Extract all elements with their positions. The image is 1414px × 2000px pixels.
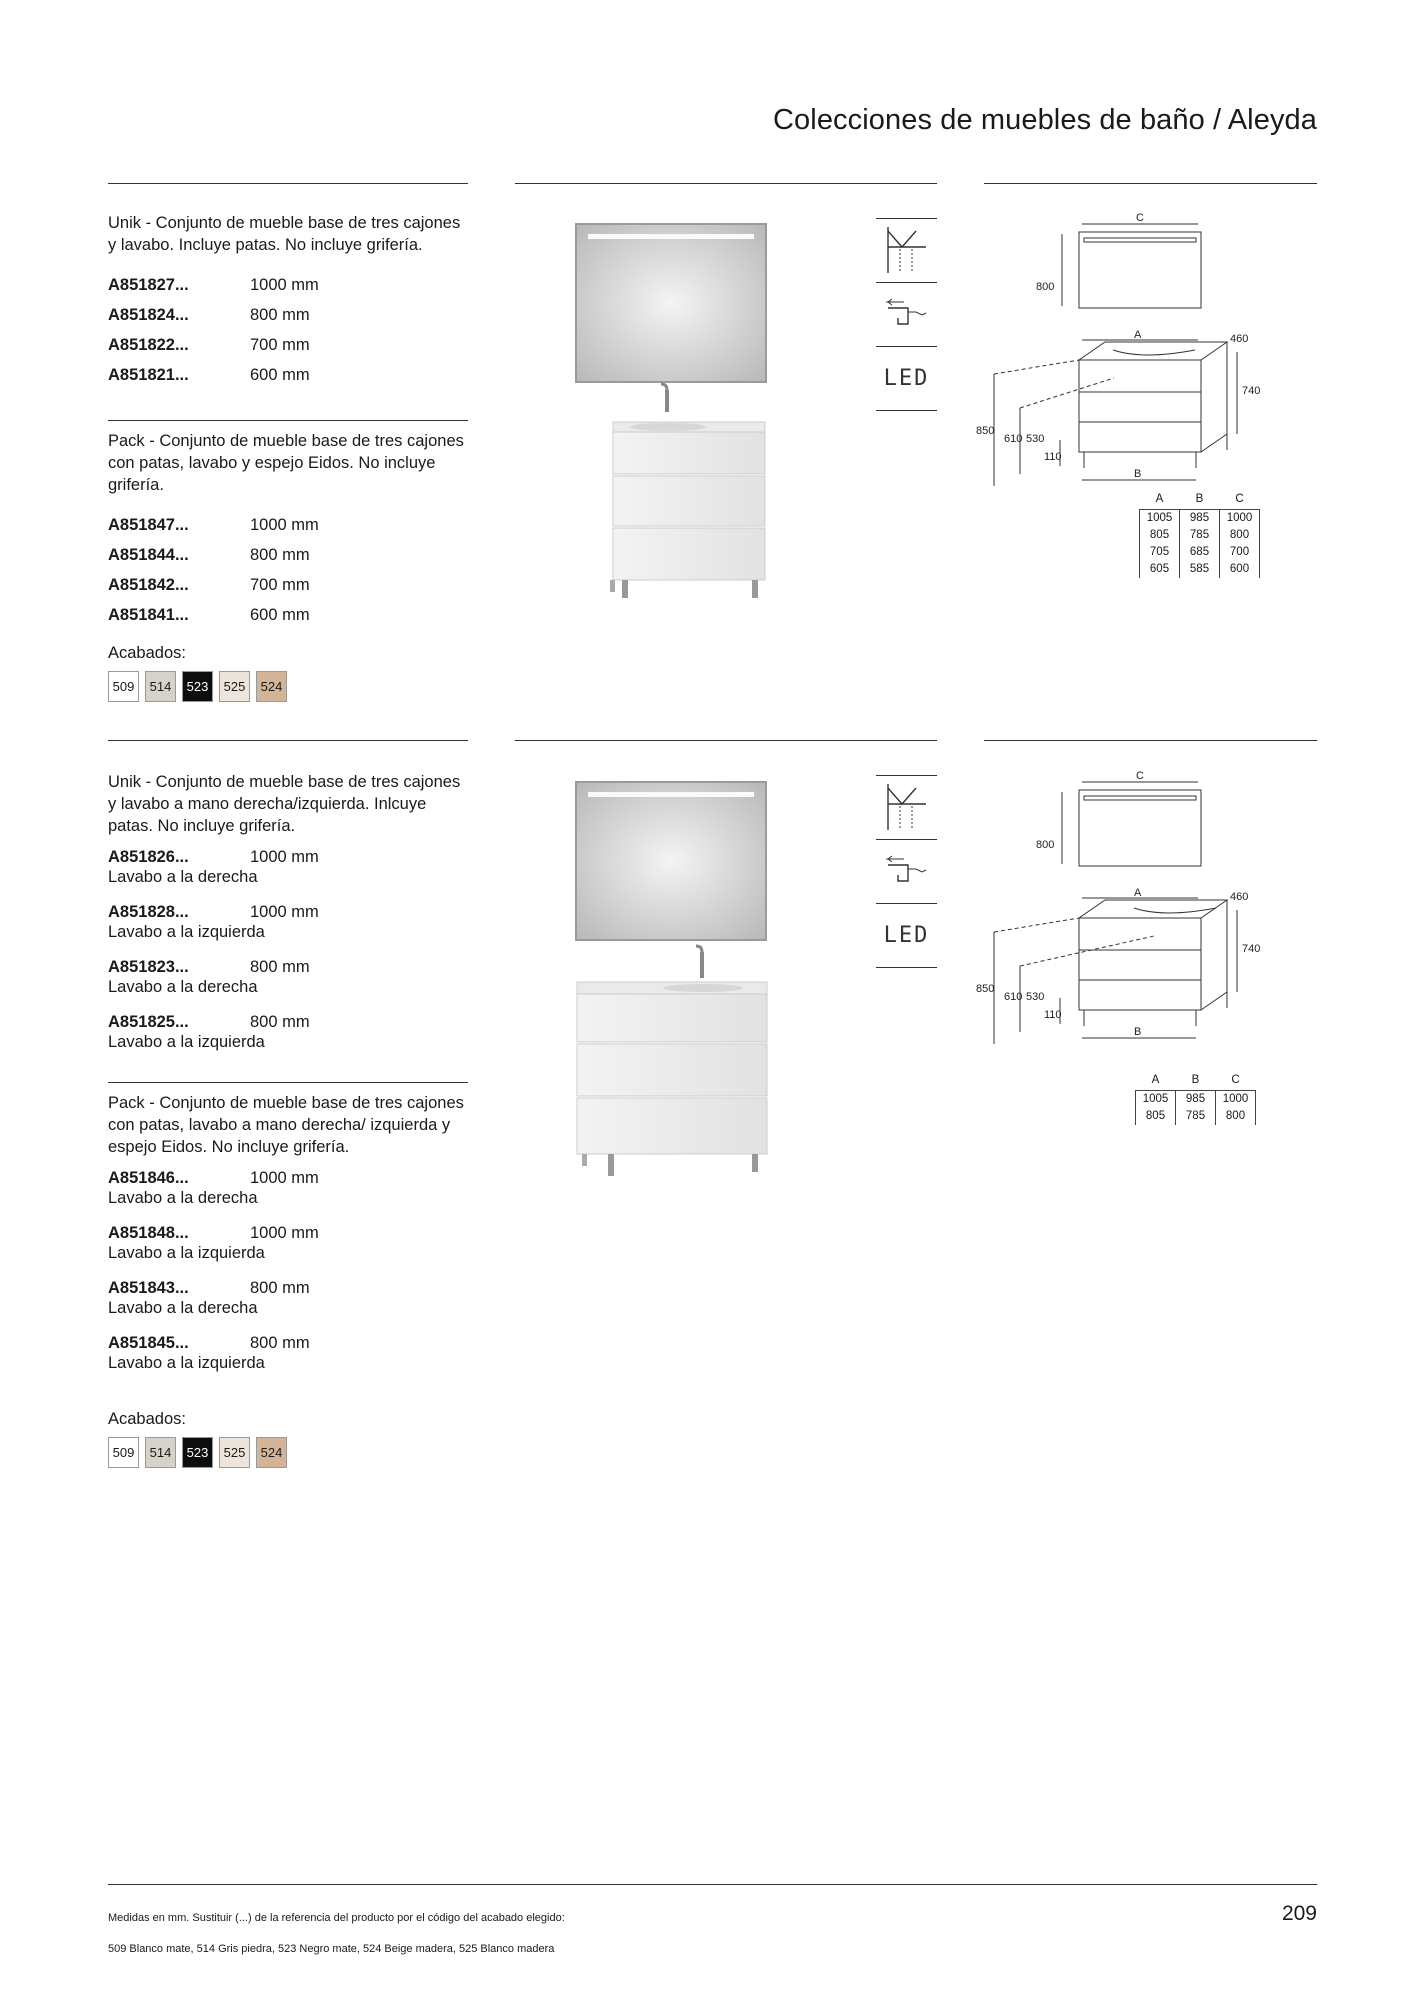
product-description: Unik - Conjunto de mueble base de tres cajones y lavabo a mano derecha/izquierda. Inlcuye patas. No incluye grifería. <box>108 773 461 835</box>
dimension-cell: 800 <box>1216 1108 1256 1125</box>
faucet <box>665 390 669 412</box>
dimension-cell: 805 <box>1140 527 1180 544</box>
reference-size: 1000 mm <box>250 1224 319 1242</box>
reference-size: 800 mm <box>250 958 310 976</box>
drawer-icon <box>876 283 937 347</box>
dimension-cell: 1000 <box>1220 510 1260 528</box>
finish-swatch: 523 <box>182 1437 213 1468</box>
reference-size: 800 mm <box>250 1013 310 1031</box>
drawer <box>577 994 767 1042</box>
reference-size: 700 mm <box>250 336 310 354</box>
finish-swatches <box>108 1437 468 1468</box>
led-icon <box>876 347 937 411</box>
finish-swatch: 509 <box>108 1437 139 1468</box>
reference-note: Lavabo a la izquierda <box>108 1244 265 1262</box>
reference-list <box>108 270 468 390</box>
reference-code: A851826... <box>108 848 189 866</box>
drawer <box>613 432 765 474</box>
dimension-table <box>1135 1074 1256 1125</box>
reference-size: 1000 mm <box>250 903 319 921</box>
product-description: Unik - Conjunto de mueble base de tres cajones y lavabo. Incluye patas. No incluye grifería. <box>108 214 461 254</box>
drawer <box>577 1044 767 1096</box>
reference-code: A851846... <box>108 1169 189 1187</box>
divider <box>108 740 468 741</box>
divider <box>108 1082 468 1083</box>
reference-size: 600 mm <box>250 606 310 624</box>
dimension-cell: 585 <box>1180 561 1220 578</box>
drawer <box>577 1098 767 1154</box>
reference-note: Lavabo a la izquierda <box>108 1033 265 1051</box>
reference-note: Lavabo a la derecha <box>108 868 258 886</box>
reference-note: Lavabo a la derecha <box>108 978 258 996</box>
dimension-header: B <box>1191 1074 1200 1086</box>
led-text: LED <box>883 366 930 391</box>
reference-row <box>108 1168 468 1208</box>
dim-label: 530 <box>1026 433 1045 445</box>
mirror <box>576 224 766 382</box>
finish-swatch: 524 <box>256 1437 287 1468</box>
section2-pack <box>108 1092 468 1388</box>
reference-code: A851847... <box>108 516 189 534</box>
reference-size: 1000 mm <box>250 516 319 534</box>
feature-icons <box>876 218 937 411</box>
drawer <box>613 476 765 526</box>
reference-code: A851827... <box>108 276 189 294</box>
led-icon <box>876 904 937 968</box>
wall-mount-icon <box>876 219 937 283</box>
product-description: Pack - Conjunto de mueble base de tres cajones con patas, lavabo a mano derecha/ izquierda y espejo Eidos. No incluye grifería. <box>108 1094 464 1156</box>
dimension-cell: 605 <box>1140 561 1180 578</box>
dimension-cell: 1005 <box>1136 1091 1176 1109</box>
dim-label: B <box>1134 1026 1142 1038</box>
reference-row <box>108 270 468 300</box>
reference-row <box>108 902 468 942</box>
reference-code: A851843... <box>108 1279 189 1297</box>
reference-size: 1000 mm <box>250 848 319 866</box>
dimension-row <box>1140 561 1260 578</box>
wall-mount-icon <box>876 776 937 840</box>
dim-label: 850 <box>976 983 995 995</box>
dim-label: 460 <box>1230 333 1249 345</box>
reference-size: 800 mm <box>250 1279 310 1297</box>
section1-unik <box>108 212 468 390</box>
divider <box>108 183 468 184</box>
dimension-header: A <box>1151 1074 1160 1086</box>
dimension-cell: 785 <box>1180 527 1220 544</box>
dim-label: 460 <box>1230 891 1249 903</box>
dimension-cell: 1000 <box>1216 1091 1256 1109</box>
dimension-row <box>1140 510 1260 528</box>
led-text: LED <box>883 923 930 948</box>
footer-divider <box>108 1884 1317 1885</box>
reference-row <box>108 330 468 360</box>
dimension-cell: 805 <box>1136 1108 1176 1125</box>
dimension-cell: 800 <box>1220 527 1260 544</box>
reference-note: Lavabo a la derecha <box>108 1299 258 1317</box>
dim-label: 850 <box>976 425 995 437</box>
drawer-icon <box>876 840 937 904</box>
dim-label: 610 <box>1004 991 1023 1003</box>
dimension-diagram <box>974 212 1314 492</box>
divider <box>984 183 1317 184</box>
dimension-row <box>1140 544 1260 561</box>
finish-swatch: 509 <box>108 671 139 702</box>
footer-note-line: Medidas en mm. Sustituir (...) de la referencia del producto por el código del acabado elegido: <box>108 1912 565 1924</box>
dim-label: 740 <box>1242 943 1261 955</box>
dimension-header: C <box>1235 493 1244 505</box>
product-photo <box>568 222 798 602</box>
dimension-table <box>1139 493 1260 578</box>
mirror-led-strip <box>588 792 754 797</box>
dimension-header: B <box>1195 493 1204 505</box>
finishes-label: Acabados: <box>108 644 186 662</box>
dim-label: 800 <box>1036 839 1055 851</box>
mirror-led-strip <box>588 234 754 239</box>
dimension-cell: 685 <box>1180 544 1220 561</box>
dimension-cell: 700 <box>1220 544 1260 561</box>
dim-label: C <box>1136 770 1144 782</box>
reference-row <box>108 1278 468 1318</box>
dim-label: B <box>1134 468 1142 480</box>
reference-row <box>108 1223 468 1263</box>
dimension-header: A <box>1155 493 1164 505</box>
reference-note: Lavabo a la izquierda <box>108 923 265 941</box>
reference-code: A851821... <box>108 366 189 384</box>
reference-note: Lavabo a la izquierda <box>108 1354 265 1372</box>
dimension-row <box>1140 527 1260 544</box>
reference-row <box>108 300 468 330</box>
reference-code: A851848... <box>108 1224 189 1242</box>
reference-size: 1000 mm <box>250 276 319 294</box>
reference-size: 1000 mm <box>250 1169 319 1187</box>
finish-swatch: 524 <box>256 671 287 702</box>
reference-row <box>108 1333 468 1373</box>
dim-label: A <box>1134 887 1142 899</box>
reference-code: A851841... <box>108 606 189 624</box>
product-photo <box>568 780 798 1180</box>
dimension-row <box>1136 1091 1256 1109</box>
reference-row <box>108 540 468 570</box>
reference-code: A851844... <box>108 546 189 564</box>
finish-swatch: 514 <box>145 1437 176 1468</box>
finish-swatch: 525 <box>219 671 250 702</box>
reference-size: 600 mm <box>250 366 310 384</box>
dim-label: A <box>1134 329 1142 341</box>
reference-code: A851828... <box>108 903 189 921</box>
footer-note <box>108 1903 565 1965</box>
reference-list <box>108 847 468 1052</box>
dimension-cell: 985 <box>1176 1091 1216 1109</box>
reference-size: 800 mm <box>250 546 310 564</box>
reference-list <box>108 510 468 630</box>
dimension-cell: 600 <box>1220 561 1260 578</box>
faucet <box>700 952 704 978</box>
reference-note: Lavabo a la derecha <box>108 1189 258 1207</box>
feature-icons <box>876 775 937 968</box>
reference-size: 800 mm <box>250 1334 310 1352</box>
reference-list <box>108 1168 468 1373</box>
finish-swatch: 523 <box>182 671 213 702</box>
reference-size: 700 mm <box>250 576 310 594</box>
footer-note-line: 509 Blanco mate, 514 Gris piedra, 523 Negro mate, 524 Beige madera, 525 Blanco madera <box>108 1943 555 1955</box>
reference-code: A851845... <box>108 1334 189 1352</box>
reference-code: A851824... <box>108 306 189 324</box>
dim-label: 110 <box>1044 1009 1062 1021</box>
reference-code: A851825... <box>108 1013 189 1031</box>
reference-code: A851842... <box>108 576 189 594</box>
dim-label: 530 <box>1026 991 1045 1003</box>
page-title: Colecciones de muebles de baño / Aleyda <box>773 104 1317 136</box>
page-number: 209 <box>1281 1902 1317 1925</box>
dimension-header: C <box>1231 1074 1240 1086</box>
divider <box>515 740 937 741</box>
finishes-label: Acabados: <box>108 1410 186 1428</box>
finish-swatches <box>108 671 468 702</box>
finish-swatch: 525 <box>219 1437 250 1468</box>
reference-row <box>108 847 468 887</box>
reference-row <box>108 360 468 390</box>
finishes-section <box>108 644 468 702</box>
dimension-cell: 985 <box>1180 510 1220 528</box>
dim-label: 110 <box>1044 451 1062 463</box>
section1-pack <box>108 430 468 630</box>
reference-row <box>108 1012 468 1052</box>
drawer <box>613 528 765 580</box>
section2-unik <box>108 771 468 1067</box>
dimension-cell: 785 <box>1176 1108 1216 1125</box>
reference-row <box>108 510 468 540</box>
mirror <box>576 782 766 940</box>
divider <box>515 183 937 184</box>
finishes-section <box>108 1410 468 1468</box>
dim-label: 610 <box>1004 433 1023 445</box>
dim-label: 800 <box>1036 281 1055 293</box>
divider <box>984 740 1317 741</box>
divider <box>108 420 468 421</box>
finish-swatch: 514 <box>145 671 176 702</box>
reference-code: A851822... <box>108 336 189 354</box>
reference-size: 800 mm <box>250 306 310 324</box>
dim-label: C <box>1136 212 1144 224</box>
dimension-diagram <box>974 770 1314 1050</box>
reference-row <box>108 570 468 600</box>
reference-row <box>108 957 468 997</box>
product-description: Pack - Conjunto de mueble base de tres cajones con patas, lavabo y espejo Eidos. No incluye grifería. <box>108 432 464 494</box>
reference-row <box>108 600 468 630</box>
reference-code: A851823... <box>108 958 189 976</box>
dim-label: 740 <box>1242 385 1261 397</box>
dimension-cell: 1005 <box>1140 510 1180 528</box>
dimension-cell: 705 <box>1140 544 1180 561</box>
dimension-row <box>1136 1108 1256 1125</box>
